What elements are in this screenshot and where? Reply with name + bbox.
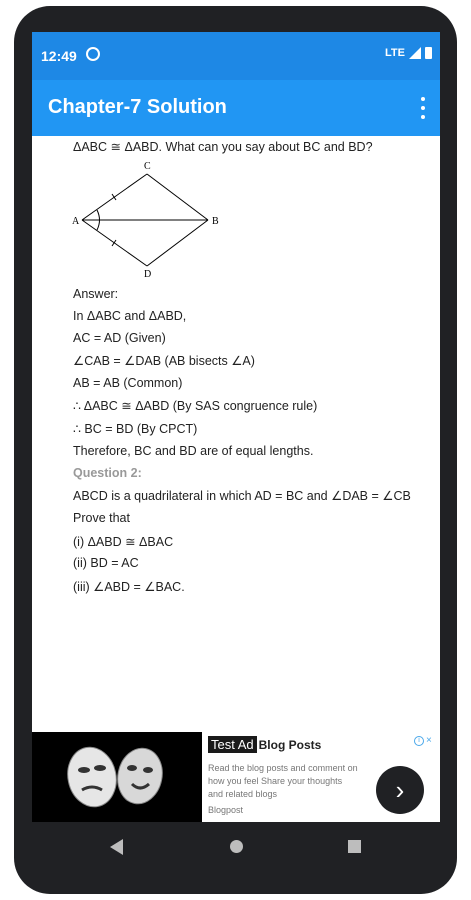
status-time: 12:49: [41, 48, 77, 64]
ad-source: Blogpost: [208, 805, 244, 815]
status-bar: [32, 32, 440, 80]
label-b: B: [212, 216, 219, 227]
recents-icon[interactable]: [348, 840, 361, 853]
ad-description: Read the blog posts and comment on how you feel Share your thoughts and related blogs: [208, 763, 358, 799]
question2-line: (i) ΔABD ≅ ΔBAC: [73, 535, 174, 549]
answer-line: ∠CAB = ∠DAB (AB bisects ∠A): [73, 354, 255, 368]
close-icon[interactable]: ×: [426, 735, 432, 746]
navigation-bar: [14, 822, 457, 870]
question2-heading: Question 2:: [73, 466, 142, 480]
home-icon[interactable]: [230, 840, 243, 853]
answer-line: Therefore, BC and BD are of equal lengths.: [73, 444, 314, 458]
answer-line: ∴ BC = BD (By CPCT): [73, 422, 198, 436]
solution-content[interactable]: [32, 136, 440, 728]
ad-choices-icon[interactable]: [414, 736, 436, 746]
answer-line: In ΔABC and ΔABD,: [73, 309, 187, 323]
question-intro: ΔABC ≅ ΔABD. What can you say about BC and BD?: [73, 140, 373, 154]
ad-label: Test Ad: [208, 736, 257, 753]
info-icon[interactable]: i: [414, 736, 424, 746]
label-a: A: [72, 216, 80, 227]
ad-image[interactable]: [32, 732, 202, 822]
question2-line: (ii) BD = AC: [73, 556, 139, 570]
answer-line: AB = AB (Common): [73, 376, 183, 390]
ad-banner[interactable]: [32, 732, 440, 822]
app-bar: [32, 80, 440, 136]
question2-line: Prove that: [73, 511, 130, 525]
app-notification-icon: [86, 47, 100, 61]
overflow-menu-icon[interactable]: [420, 97, 426, 119]
back-icon[interactable]: [110, 839, 123, 855]
question2-line: (iii) ∠ABD = ∠BAC.: [73, 580, 185, 594]
chevron-right-icon: ›: [395, 774, 405, 805]
app-title: Chapter-7 Solution: [48, 96, 227, 118]
answer-line: ∴ ΔABC ≅ ΔABD (By SAS congruence rule): [73, 399, 318, 413]
ad-title[interactable]: Blog Posts: [258, 738, 322, 752]
battery-icon: [425, 47, 432, 59]
triangle-figure: [72, 158, 222, 278]
ad-open-button[interactable]: [376, 766, 424, 814]
ad-text[interactable]: [208, 736, 393, 815]
label-c: C: [144, 161, 151, 172]
answer-label: Answer:: [73, 287, 119, 301]
label-d: D: [144, 269, 152, 278]
answer-line: AC = AD (Given): [73, 331, 166, 345]
network-type: LTE: [385, 47, 405, 59]
theatre-masks-icon: [32, 732, 202, 822]
signal-icon: [409, 47, 421, 59]
screen: [32, 32, 440, 822]
question2-line: ABCD is a quadrilateral in which AD = BC and ∠DAB = ∠CB: [73, 489, 411, 503]
status-icons: [385, 47, 432, 59]
